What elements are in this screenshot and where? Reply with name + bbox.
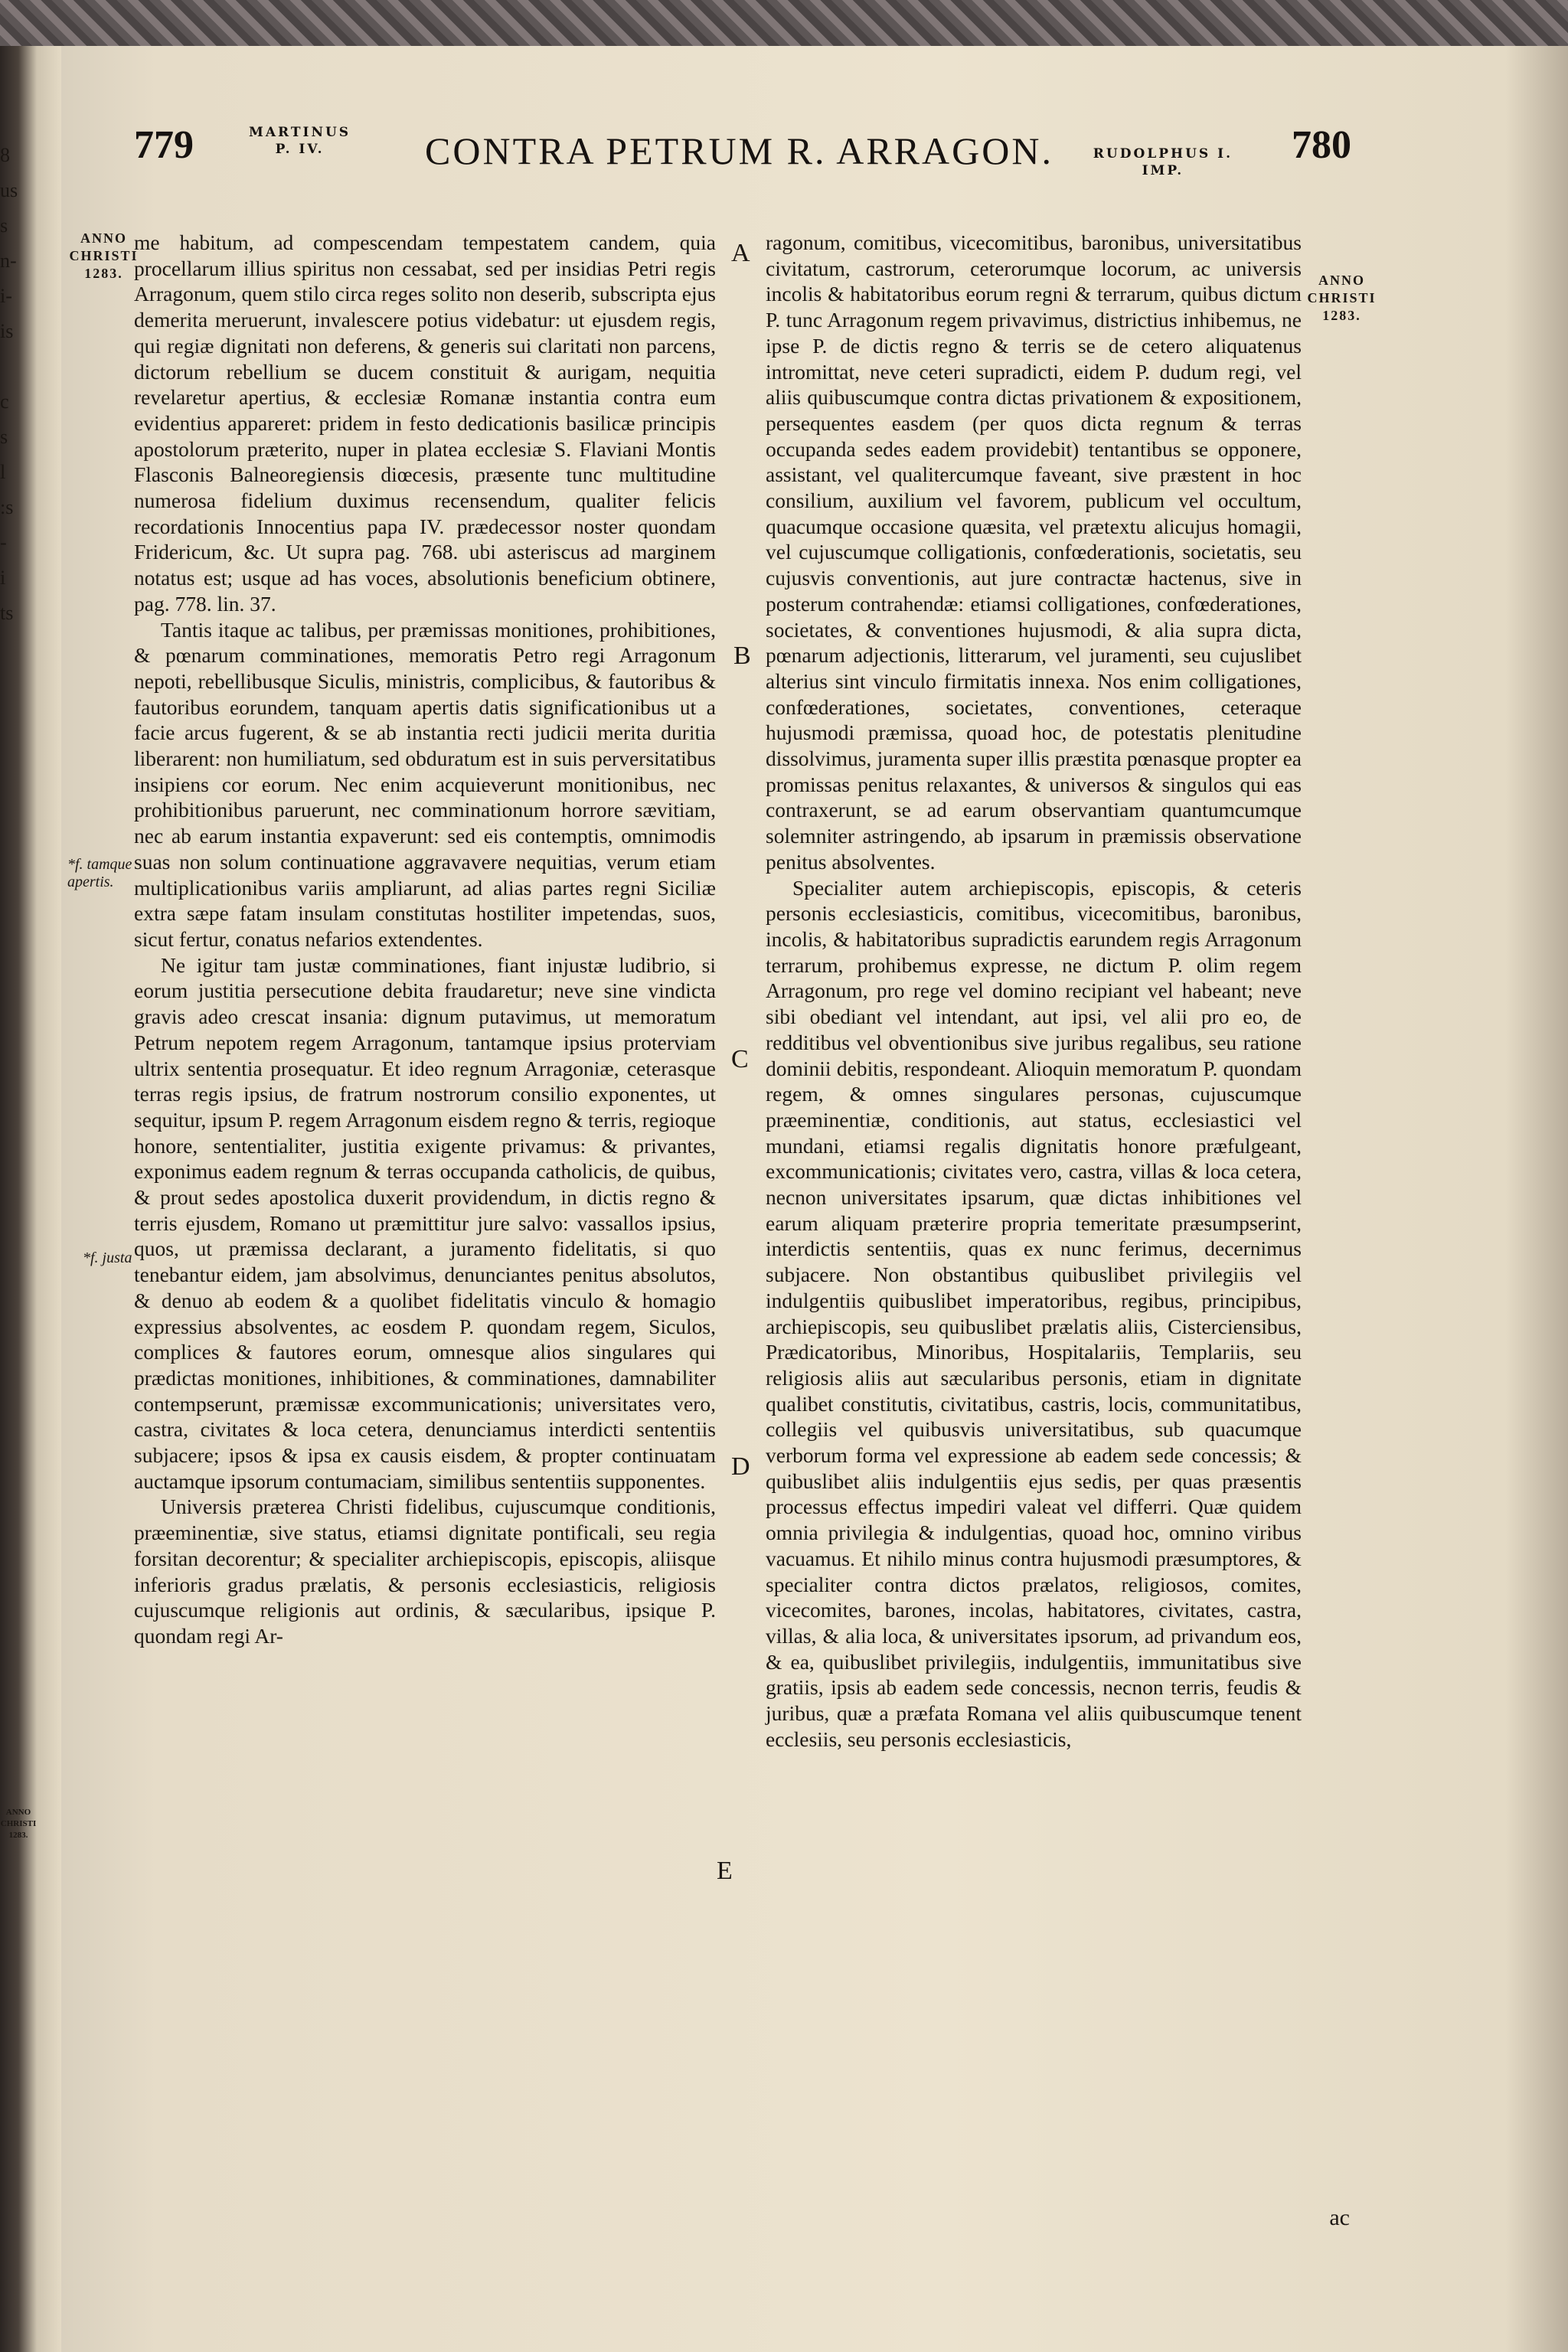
section-letter-e: E [717, 1857, 733, 1885]
right-column [766, 230, 1302, 1752]
page-number-right: 780 [1292, 123, 1351, 167]
running-head-right-line2: IMP. [1142, 163, 1184, 178]
anno-right-line2: CHRISTI [1307, 290, 1377, 305]
left-column [134, 230, 716, 1649]
page-title: CONTRA PETRUM R. ARRAGON. [425, 129, 1054, 172]
page-header [134, 122, 1351, 214]
section-letter-d: D [731, 1452, 750, 1481]
anno-left-line2: CHRISTI [69, 248, 139, 263]
margin-note-justa: *f. justa [83, 1250, 132, 1266]
right-paragraph-1: ragonum, comitibus, vicecomitibus, baronibus, universitatibus civitatum, castrorum, ceterorumque locorum, ac universis incolis & habitatoribus eorum regni & terrarum, quibus dictum P. tunc Arragonum regem privavimus, districtius inhibemus, ne ipse P. de dictis regno & terris se de cetero aliquatenus intromittat, neve ceteri supradicti, eidem P. dudum regi, vel aliis quibuscumque contra dictas privationem & expositionem, persequentes easdem (per quos dicta regnum & terras occupanda sedes eadem providebit) tentantibus se opponere, assistant, vel qualitercumque faveant, sive præstent in hoc consilium, auxilium vel favorem, publicum vel occultum, quacumque occasione quæsita, vel prætextu alicujus homagii, vel cujuscumque colligationis, confœderationis, societatis, seu cujusvis conventionis, aut jure contractæ hactenus, sive in posterum contrahendæ: etiamsi colligationes, confœderationes, societates, & conventiones hujusmodi, & alia supra dicta, pœnarum adjectionis, litterarum, vel juramenti, seu cujuslibet alterius sint vinculo firmitatis innexa. Nos enim colligationes, confœderationes, societates, conventiones, ceteraque hujusmodi præmissa, quoad hoc, de potestatis plenitudine dissolvimus, juramenta super illis præstita pœnasque propter ea promissas penitus relaxantes, & universos & singulos qui eas contraxerunt, se ad earum observantiam quantumcumque solemniter astringendo, ab ipsarum in præmissis observatione penitus absolventes. [766, 230, 1302, 874]
anno-prev-line1: ANNO [5, 1808, 31, 1817]
running-head-left-line1: MARTINUS [249, 125, 351, 140]
running-head-right [1093, 145, 1233, 179]
section-letter-c: C [731, 1045, 749, 1073]
left-paragraph-1: me habitum, ad compescendam tempestatem candem, quia procellarum illius spiritus non cessabat, sed per insidias Petri regis Arragonum, quem stilo circa reges solito non deserib, subscripta ejus demerita meruerunt, invalescere potius videbatur: ut ejusdem regis, qui regiæ dignitati non deferens, & generis sui claritati non parcens, dictorum rebellium se ducem constituit & aurigam, nequitia revelaretur apertius, & ecclesiæ Romanæ instantia contra eum evidentius appareret: pridem in festo dedicationis basilicæ principis apostolorum præterito, nuper in platea ecclesiæ S. Flaviani Montis Flasconis Balneoregiensis diœcesis, præsente tunc multitudine numerosa fidelium duximus recensendum, qualiter felicis recordationis Innocentius papa IV. prædecessor noster quondam Fridericum, &c. Ut supra pag. 768. ubi asteriscus ad marginem notatus est; usque ad has voces, absolutionis beneficium obtinere, pag. 778. lin. 37. [134, 230, 716, 616]
anno-prev-line3: 1283. [8, 1831, 28, 1840]
right-paragraph-2: Specialiter autem archiepiscopis, episcopis, & ceteris personis ecclesiasticis, comitibus, vicecomitibus, baronibus, incolis, & habitatoribus supradictis earundem regis Arragonum terrarum, prohibemus expresse, ne dictum P. olim regem Arragonum, pro rege vel domino recipiant vel habeant; neve sibi obediant vel intendant, aut ipsi, vel alii pro eo, de redditibus vel obventionibus sive juribus regalibus, seu ratione dominii debitis, respondeant. Alioquin memoratum P. quondam regem, & omnes singulares personas, cujuscumque præeminentiæ, conditionis, aut status, ecclesiastici vel mundani, etiamsi regalis dignitatis honore præfulgeant, excommunicationis; civitates vero, castra, villas & loca cetera, necnon universitates ipsarum, quæ dictas inhibitiones vel earum aliquam præterire propria temeritate præsumpserint, interdictis sententiis, quas ex nunc ferimus, decernimus subjacere. Non obstantibus quibuslibet privilegiis vel indulgentiis quibuslibet imperatoribus, regibus, principibus, archiepiscopis, seu quibuslibet prælatis aliis, Cisterciensibus, Prædicatoribus, Minoribus, Hospitalariis, Templariis, seu religiosis aliis aut sæcularibus personis, etiam in dignitate qualibet constitutis, civitatibus, castris, locis, communitatibus, collegiis vel quibusvis universitatibus, sub quacumque verborum forma vel expressione ab eadem sede concessis; & quibuslibet aliis indulgentiis ejus sedis, per quas præsentis processus effectus impediri valeat vel differri. Quæ quidem omnia privilegia & indulgentias, quoad hoc, omnino viribus vacuamus. Et nihilo minus contra hujusmodi præsumptores, & specialiter contra dictos prælatos, religiosos, comites, vicecomites, barones, incolas, habitatores, civitates, castra, villas, & alia loca, & universitates ipsorum, ad privandum eos, & ea, quibuslibet privilegiis, indulgentiis, immunitatibus sive gratiis, ipsis ab eadem sede concessis, necnon terris, feudis & juribus, quæ a præfata Romana vel aliis quibuscumque tenent ecclesiis, seu personis ecclesiasticis, [766, 875, 1302, 1751]
anno-right-line1: ANNO [1318, 273, 1365, 288]
previous-page-text: 8 us s n- i- is c s l :s - i ts [0, 144, 18, 624]
anno-prev-page [0, 1807, 37, 1841]
running-head-left-line2: P. IV. [275, 142, 325, 157]
running-head-right-line1: RUDOLPHUS I. [1093, 146, 1233, 162]
section-letter-a: A [731, 239, 750, 267]
anno-left-line1: ANNO [80, 230, 127, 246]
left-paragraph-2: Tantis itaque ac talibus, per præmissas monitiones, prohibitiones, & pœnarum comminationes, memoratis Petro regi Arragonum nepoti, rebellibusque Siculis, ministris, complicibus, & fautoribus & fautoribus eorundem, tanquam apertis datis significationibus ut a facie arcus fugerent, & se ab instantia recti judicii merita duritia liberarent: non humiliatum, sed obduratum est in suis perversitatibus insipiens cor eorum. Nec enim acquieverunt monitionibus, nec prohibitionibus paruerunt, nec comminationum horrore sævitiam, nec ab earum instantia expaverunt: sed eis contemptis, omnimodis suas non solum continuatione aggravavere nequitias, verum etiam multiplicationibus variis ampliarunt, ad alias partes regni Siciliæ extra sæpe fatam insulam constitutas hostiliter impetendas, suos, sicut fertur, conatus nefarios extendentes. [134, 617, 716, 951]
page-number-left: 779 [134, 123, 194, 167]
margin-note-tamque: *f. tamque apertis. [67, 856, 132, 890]
left-paragraph-3: Ne igitur tam justæ comminationes, fiant injustæ ludibrio, si eorum justitia persecutione debita fraudaretur; neve sine vindicta gravis adeo crescat insania: dignum putavimus, ut memoratum Petrum nepotem regem Arragonum, tantamque ipsius proterviam ultrix sententia prosequatur. Et ideo regnum Arragoniæ, ceterasque terras regis ipsius, de fratrum nostrorum consilio exponentes, ut sequitur, ipsum P. regem Arragonum eisdem regno & terris, regioque honore, sententialiter, justitia exigente privamus: & privantes, exponimus eadem regnum & terras occupanda catholicis, de quibus, & prout sedes apostolica duxerit providendum, in dictis regno & terris ejusdem, Romano ut præmittitur jure salvo: vassallos ipsius, quos, ut præmissa declarant, a juramento fidelitatis, si quo tenebantur eidem, jam absolvimus, denunciantes penitus absolutos, & denuo ab eodem & a quolibet fidelitatis vinculo & homagio expressius absolventes, ac eosdem P. quondam regem, Siculos, complices & fautores eorum, omnesque alios singulares qui prædictas monitiones, inhibitiones, & comminationes, damnabiliter contempserunt, præmissæ excommunicationis; universitates vero, castra, civitates & loca cetera, denunciamus interdicti sententiis subjacere; ipsos & ipsa ex causis eisdem, & propter continuatam auctamque ipsorum contumaciam, similibus sententiis supponentes. [134, 952, 716, 1493]
section-letter-b: B [733, 642, 751, 670]
background-cloth [0, 0, 1568, 46]
running-head-left [249, 124, 351, 158]
anno-left [67, 230, 140, 283]
left-paragraph-4: Universis præterea Christi fidelibus, cujuscumque conditionis, præeminentiæ, sive status, etiamsi dignitate pontificali, seu regia forsitan decorentur; & specialiter archiepiscopis, episcopis, aliisque inferioris gradus prælatis, & personis ecclesiasticis, religiosis cujuscumque religionis aut ordinis, & sæcularibus, ipsique P. quondam regi Ar- [134, 1494, 716, 1648]
anno-left-line3: 1283. [84, 266, 123, 281]
anno-prev-line2: CHRISTI [0, 1819, 37, 1828]
catchword: ac [1329, 2205, 1350, 2230]
anno-right [1305, 272, 1378, 325]
anno-right-line3: 1283. [1322, 308, 1361, 323]
